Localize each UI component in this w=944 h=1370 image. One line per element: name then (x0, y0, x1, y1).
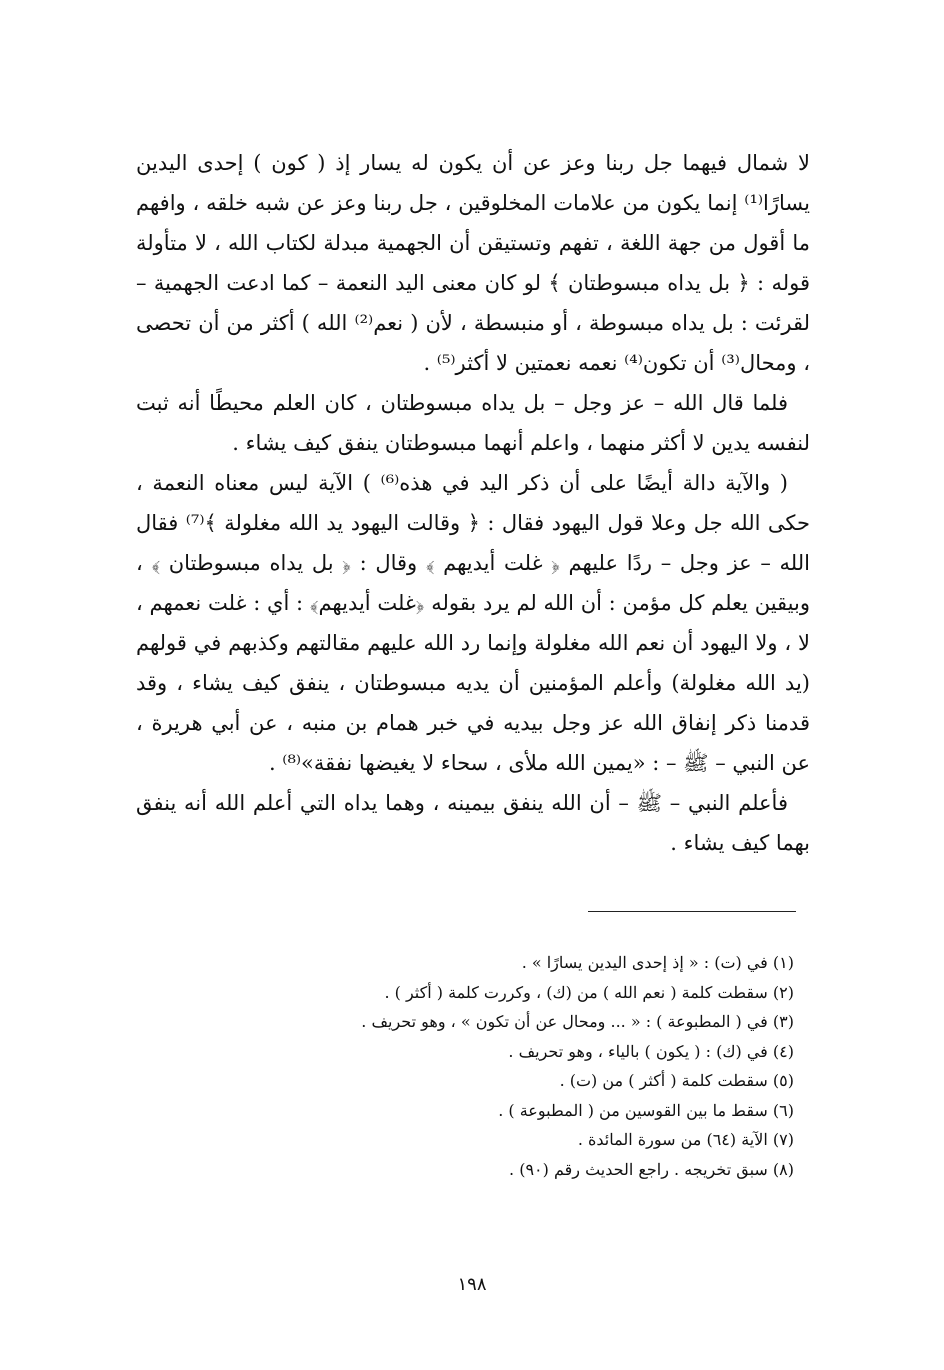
footnotes-list (300, 948, 794, 1184)
page-number: ١٩٨ (457, 1274, 487, 1295)
paragraph: فأعلم النبي – ﷺ – أن الله ينفق بيمينه ، وهما يداه التي أعلم الله أنه ينفق بهما كيف يشاء . (136, 791, 810, 855)
paragraph: فلما قال الله – عز وجل – بل يداه مبسوطتان ، كان العلم محيطًا أنه ثبت لنفسه يدين لا أكثر منهما ، واعلم أنهما مبسوطتان ينفق كيف يشاء . (136, 391, 810, 455)
footnote-item: (٤) في (ك) : ( يكون ) بالياء ، وهو تحريف . (508, 1041, 794, 1061)
footnote-item: (٥) سقطت كلمة ( أكثر ) من (ت) . (559, 1071, 794, 1090)
footnote-divider (588, 911, 796, 912)
footnote-item: (٣) في ( المطبوعة ) : « ... ومحال عن أن تكون » ، وهو تحريف . (361, 1012, 794, 1031)
footnote-item: (٢) سقطت كلمة ( نعم الله ) من (ك) ، وكررت كلمة ( أكثر ) . (384, 982, 794, 1002)
paragraph: ( والآية دالة أيضًا على أن ذكر اليد في هذه⁽⁶⁾ ) الآية ليس معناه النعمة ، حكى الله جل وعلا قول اليهود فقال : ﴿ وقالت اليهود يد الله مغلولة ﴾⁽⁷⁾ فقال الله – عز وجل – ردًا عليهم ﴿ غلت أيديهم ﴾ وقال : ﴿ بل يداه مبسوطتان ﴾ ، وبيقين يعلم كل مؤمن : أن الله لم يرد بقوله ﴿غلت أيديهم﴾ : أي : غلت نعمهم ، لا ، ولا اليهود أن نعم الله مغلولة وإنما رد الله عليهم مقالتهم وكذبهم في قولهم (يد الله مغلولة) وأعلم المؤمنين أن يديه مبسوطتان ، ينفق كيف يشاء ، وقد قدمنا ذكر إنفاق الله عز وجل بيديه في خبر همام بن منبه ، عن أبي هريرة ، عن النبي – ﷺ – : «يمين الله ملأى ، سحاء لا يغيضها نفقة»⁽⁸⁾ . (136, 471, 810, 775)
footnote-item: (٧) الآية (٦٤) من سورة المائدة . (577, 1130, 794, 1149)
footnote-item: (١) في (ت) : « إذ إحدى اليدين يسارًا » . (521, 953, 794, 972)
paragraph: لا شمال فيهما جل ربنا وعز عن أن يكون له يسار إذ ( كون ) إحدى اليدين يسارًا⁽¹⁾ إنما يكون من علامات المخلوقين ، جل ربنا وعز عن شبه خلقه ، وافهم ما أقول من جهة اللغة ، تفهم وتستيقن أن الجهمية مبدلة لكتاب الله ، لا متأولة قوله : ﴿ بل يداه مبسوطتان ﴾ لو كان معنى اليد النعمة – كما ادعت الجهمية – لقرئت : بل يداه مبسوطة ، أو منبسطة ، لأن ( نعم⁽²⁾ الله ) أكثر من أن تحصى ، ومحال⁽³⁾ أن تكون⁽⁴⁾ نعمه نعمتين لا أكثر⁽⁵⁾ . (136, 151, 810, 375)
footnote-item: (٨) سبق تخريجه . راجع الحديث رقم (٩٠) . (509, 1159, 794, 1179)
footnote-item: (٦) سقط ما بين القوسين من ( المطبوعة ) . (498, 1100, 794, 1120)
main-text (136, 143, 810, 863)
